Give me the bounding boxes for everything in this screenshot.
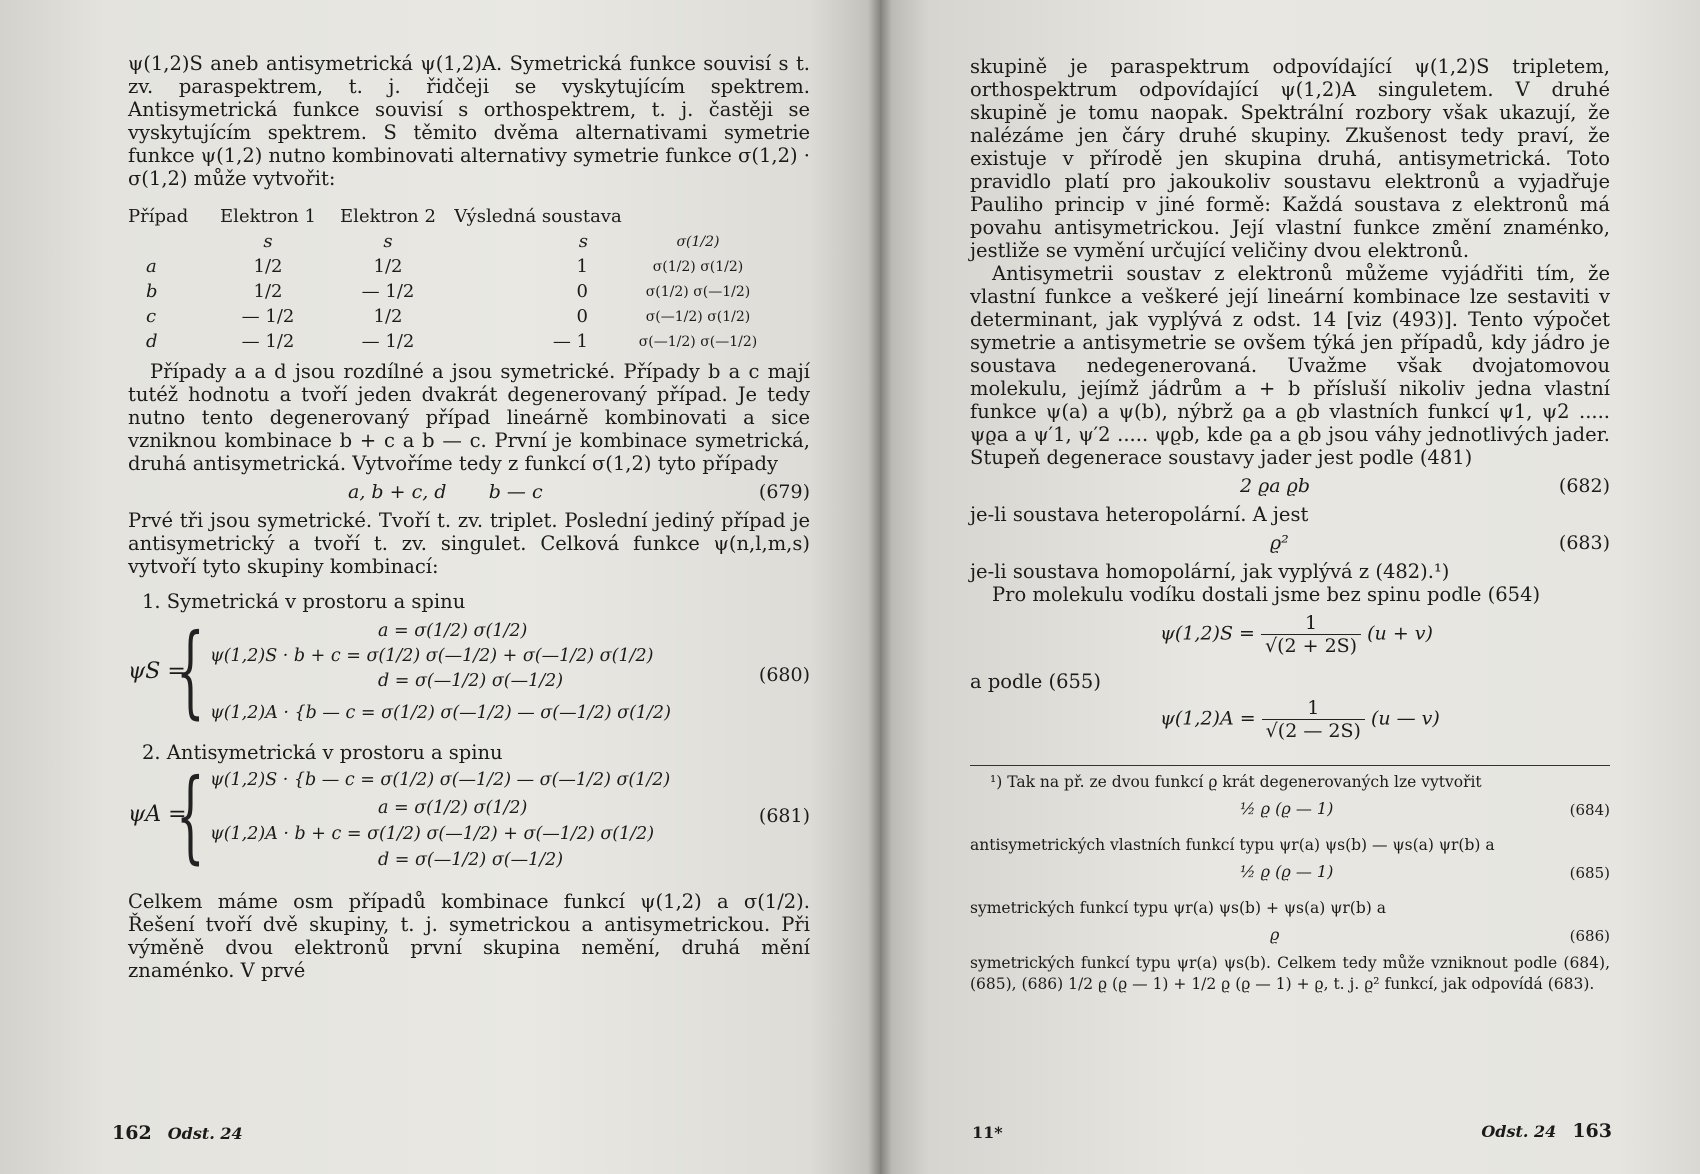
equation-680-line: a = σ(1/2) σ(1/2) bbox=[378, 621, 528, 641]
spin-cases-table bbox=[128, 204, 768, 354]
equation-680 bbox=[128, 613, 810, 735]
equation-684-expr: ½ ϱ (ϱ — 1) bbox=[1240, 799, 1334, 818]
equation-680-line: ψ(1,2)A · {b — c = σ(1/2) σ(—1/2) — σ(—1/2) σ(1/2) bbox=[210, 703, 671, 723]
table-header bbox=[628, 204, 768, 229]
equation-684-number: (684) bbox=[1569, 801, 1610, 819]
equation-psi-antisymmetric bbox=[1160, 697, 1610, 751]
table-subheader: σ(1/2) bbox=[676, 233, 720, 250]
equation-683-expr: ϱ² bbox=[1270, 532, 1289, 554]
table-subheader bbox=[128, 229, 208, 254]
table-header: Výsledná soustava bbox=[454, 206, 622, 227]
signature-mark: 11* bbox=[972, 1123, 1003, 1142]
table-subheader: s bbox=[578, 231, 588, 252]
table-row bbox=[128, 304, 768, 329]
equation-679-number: (679) bbox=[758, 481, 810, 503]
heading-antisymmetric: 2. Antisymetrická v prostoru a spinu bbox=[142, 741, 503, 764]
footnote-line-4: symetrických funkcí typu ψr(a) ψs(b). Celkem tedy může vzniknout podle (684), (685), (686) 1/2 ϱ (ϱ — 1) + 1/2 ϱ (ϱ — 1) + ϱ, t. j. ϱ² funkcí, jak odpovídá (683). bbox=[970, 954, 1610, 993]
equation-686-expr: ϱ bbox=[1270, 925, 1280, 944]
table-cell: d bbox=[146, 331, 158, 352]
equation-681 bbox=[128, 757, 810, 884]
equation-681-lhs: ψA = bbox=[128, 802, 187, 827]
table-subheader: s bbox=[263, 231, 273, 252]
equation-psi-symmetric-rhs: (u + v) bbox=[1367, 622, 1433, 645]
table-cell: a bbox=[146, 256, 157, 277]
table-cell: 1/2 bbox=[253, 281, 283, 302]
right-paragraph-4: je-li soustava homopolární, jak vyplývá z (482).¹) bbox=[970, 560, 1450, 583]
table-row bbox=[128, 329, 768, 354]
equation-681-line: ψ(1,2)A · b + c = σ(1/2) σ(—1/2) + σ(—1/2) σ(1/2) bbox=[210, 824, 655, 844]
table-subheader-row bbox=[128, 229, 768, 254]
table-cell: 0 bbox=[576, 281, 588, 302]
section-label: Odst. 24 bbox=[167, 1124, 243, 1143]
fraction-denominator: √(2 + 2S) bbox=[1264, 635, 1358, 657]
table-header: Případ bbox=[128, 206, 189, 227]
equation-685-number: (685) bbox=[1569, 864, 1610, 882]
right-paragraph-1: skupině je paraspektrum odpovídající ψ(1,2)S tripletem, orthospektrum odpovídající ψ(1,2)A singuletem. V druhé skupině je tomu naopak. Spektrální rozbory však ukazují, že nalézáme jen čáry druhé skupiny. Zkušenost tedy praví, že existuje v přírodě jen skupina druhá, antisymetrická. Toto pravidlo platí pro jakoukoliv soustavu elektronů a vyjadřuje Pauliho princip v jiné formě: Každá soustava z elektronů má povahu antisymetrickou. Její vlastní funkce změní znaménko, jestliže se vymění určující veličiny dvou elektronů. bbox=[970, 55, 1610, 262]
fraction-numerator: 1 bbox=[1262, 697, 1365, 720]
equation-681-line: ψ(1,2)S · {b — c = σ(1/2) σ(—1/2) — σ(—1/2) σ(1/2) bbox=[210, 770, 671, 790]
right-page bbox=[880, 0, 1700, 1174]
brace-icon: { bbox=[176, 612, 205, 729]
right-paragraph-3: je-li soustava heteropolární. A jest bbox=[970, 503, 1309, 526]
equation-psi-symmetric-lhs: ψ(1,2)S = bbox=[1160, 622, 1255, 645]
table-cell: 1/2 bbox=[253, 256, 283, 277]
table-cell: 1/2 bbox=[373, 306, 403, 327]
equation-681-line: a = σ(1/2) σ(1/2) bbox=[378, 798, 528, 818]
equation-686 bbox=[970, 919, 1610, 953]
table-cell: σ(1/2) σ(—1/2) bbox=[645, 283, 751, 300]
table-row bbox=[128, 254, 768, 279]
table-cell: σ(—1/2) σ(1/2) bbox=[645, 308, 751, 325]
equation-686-number: (686) bbox=[1569, 927, 1610, 945]
left-paragraph-1: ψ(1,2)S aneb antisymetrická ψ(1,2)A. Symetrická funkce souvisí s t. zv. paraspektrem, t. j. řidčeji se vyskytujícím spektrem. Antisymetrická funkce souvisí s orthospektrem, t. j. častěji se vyskytujícím spektrem. S těmito dvěma alternativami symetrie funkce ψ(1,2) nutno kombinovati alternativy symetrie funkce σ(1,2) · σ(1,2) může vytvořit: bbox=[128, 52, 810, 190]
left-paragraph-3: Prvé tři jsou symetrické. Tvoří t. zv. triplet. Poslední jediný případ je antisymetrický a tvoří t. zv. singulet. Celková funkce ψ(n,l,m,s) vytvoří tyto skupiny kombinací: bbox=[128, 509, 810, 578]
left-page-footer bbox=[112, 1122, 243, 1144]
equation-683-number: (683) bbox=[1558, 532, 1610, 554]
table-cell: 1 bbox=[576, 256, 588, 277]
left-paragraph-4: Celkem máme osm případů kombinace funkcí ψ(1,2) a σ(1/2). Řešení tvoří dvě skupiny, t. j. symetrickou a antisymetrickou. Při výměně dvou elektronů první skupina nemění, druhá mění znaménko. V prvé bbox=[128, 890, 810, 982]
table-header: Elektron 1 bbox=[220, 206, 316, 227]
equation-psi-symmetric bbox=[1160, 612, 1610, 668]
fraction-denominator: √(2 — 2S) bbox=[1265, 720, 1361, 742]
equation-psi-antisymmetric-rhs: (u — v) bbox=[1370, 707, 1440, 730]
equation-680-line: ψ(1,2)S · b + c = σ(1/2) σ(—1/2) + σ(—1/2) σ(1/2) bbox=[210, 646, 654, 666]
equation-685 bbox=[970, 856, 1610, 898]
right-page-footer bbox=[1481, 1120, 1612, 1142]
table-cell: σ(1/2) σ(1/2) bbox=[652, 258, 744, 275]
heading-symmetric: 1. Symetrická v prostoru a spinu bbox=[142, 590, 466, 613]
equation-psi-symmetric-fraction bbox=[1261, 612, 1361, 657]
table-subheader: s bbox=[383, 231, 393, 252]
table-row bbox=[128, 279, 768, 304]
footnote-line-3: symetrických funkcí typu ψr(a) ψs(b) + ψs(a) ψr(b) a bbox=[970, 899, 1386, 917]
table-header: Elektron 2 bbox=[340, 206, 436, 227]
equation-682-number: (682) bbox=[1558, 475, 1610, 497]
table-cell: — 1/2 bbox=[361, 331, 415, 352]
table-cell: σ(—1/2) σ(—1/2) bbox=[638, 333, 758, 350]
equation-681-line: d = σ(—1/2) σ(—1/2) bbox=[378, 850, 564, 870]
equation-680-line: d = σ(—1/2) σ(—1/2) bbox=[378, 671, 564, 691]
page-number: 163 bbox=[1572, 1120, 1612, 1142]
equation-681-number: (681) bbox=[758, 805, 810, 827]
table-cell: 1/2 bbox=[373, 256, 403, 277]
equation-680-number: (680) bbox=[758, 664, 810, 686]
equation-682 bbox=[970, 469, 1610, 503]
table-cell: c bbox=[146, 306, 157, 327]
table-cell: — 1/2 bbox=[361, 281, 415, 302]
table-cell: — 1/2 bbox=[241, 331, 295, 352]
equation-683 bbox=[970, 526, 1610, 560]
equation-psi-antisymmetric-lhs: ψ(1,2)A = bbox=[1160, 707, 1256, 730]
table-cell: — 1/2 bbox=[241, 306, 295, 327]
right-paragraph-2: Antisymetrii soustav z elektronů můžeme vyjádřiti tím, že vlastní funkce a veškeré její lineární kombinace lze sestaviti v determinant, jak vyplývá z odst. 14 [viz (493)]. Tento výpočet symetrie a antisymetrie se ovšem týká jen případů, kdy jádro je soustava nedegenerovaná. Uvažme však dvojatomovou molekulu, jejímž jádrům a + b přísluší nikoliv jedna vlastní funkce ψ(a) a ψ(b), nýbrž ϱa a ϱb vlastních funkcí ψ1, ψ2 ..... ψϱa a ψ′1, ψ′2 ..... ψϱb, kde ϱa a ϱb jsou váhy jednotlivých jader. Stupeň degenerace soustavy jader jest podle (481) bbox=[970, 262, 1610, 469]
equation-682-expr: 2 ϱa ϱb bbox=[1240, 475, 1310, 497]
left-paragraph-2: Případy a a d jsou rozdílné a jsou symetrické. Případy b a c mají tutéž hodnotu a tvoří jeden dvakrát degenerovaný případ. Je tedy nutno tento degenerovaný případ lineárně kombinovati a sice vzniknou kombinace b + c a b — c. První je kombinace symetrická, druhá antisymetrická. Vytvoříme tedy z funkcí σ(1,2) tyto případy bbox=[128, 360, 810, 475]
equation-685-expr: ½ ϱ (ϱ — 1) bbox=[1240, 862, 1334, 881]
footnote-line-2: antisymetrických vlastních funkcí typu ψr(a) ψs(b) — ψs(a) ψr(b) a bbox=[970, 836, 1495, 854]
right-paragraph-5: Pro molekulu vodíku dostali jsme bez spinu podle (654) bbox=[992, 583, 1541, 606]
brace-icon: { bbox=[176, 757, 205, 874]
equation-679 bbox=[128, 475, 810, 509]
section-label: Odst. 24 bbox=[1481, 1122, 1557, 1141]
equation-680-lhs: ψS = bbox=[128, 659, 186, 684]
footnote-intro: ¹) Tak na př. ze dvou funkcí ϱ krát degenerovaných lze vytvořit bbox=[990, 773, 1482, 791]
right-paragraph-6: a podle (655) bbox=[970, 670, 1101, 693]
page-number: 162 bbox=[112, 1122, 152, 1144]
table-cell: b bbox=[146, 281, 158, 302]
equation-psi-antisymmetric-fraction bbox=[1262, 697, 1365, 742]
fraction-numerator: 1 bbox=[1261, 612, 1361, 635]
table-header-row bbox=[128, 204, 768, 229]
table-cell: — 1 bbox=[552, 331, 588, 352]
table-cell: 0 bbox=[576, 306, 588, 327]
equation-684 bbox=[970, 793, 1610, 835]
footnote-divider bbox=[970, 765, 1610, 766]
equation-679-expr: a, b + c, d b — c bbox=[348, 481, 543, 503]
